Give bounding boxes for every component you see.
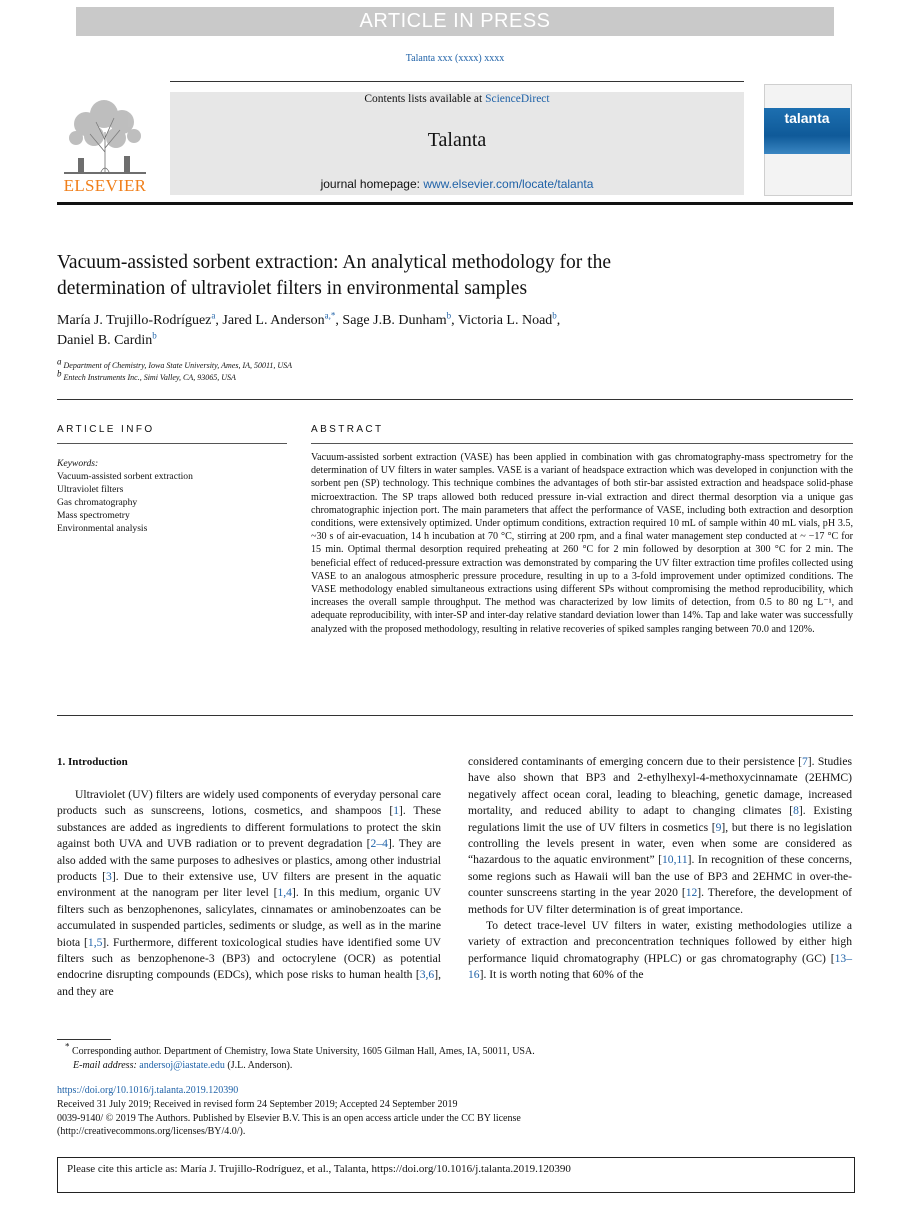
author: María J. Trujillo-Rodríguez$^a$, <box>57 310 223 328</box>
intro-paragraph-2: To detect trace-level UV filters in water, existing methodologies utilize a variety of extraction and preconcentration techniques followed by either high performance liquid chromatography (HPLC) or gas chromatography (GC) [13–16]. It is worth noting that 60% of the <box>468 919 852 982</box>
keyword-item: Ultraviolet filters <box>57 484 124 495</box>
affiliations <box>57 356 293 384</box>
article-title: Vacuum-assisted sorbent extraction: An analytical methodology for the determination of ultraviolet filters in environmental samples <box>57 252 611 299</box>
journal-cover-title: talanta <box>784 110 830 126</box>
keyword-item: Mass spectrometry <box>57 510 130 521</box>
citation-ref-link[interactable]: 1,5 <box>87 935 103 949</box>
doi-link[interactable]: https://doi.org/10.1016/j.talanta.2019.120390 <box>57 1085 239 1096</box>
info-head-rule <box>57 443 287 444</box>
abstract-head-rule <box>311 443 853 444</box>
citation-ref-link[interactable]: 9 <box>715 820 722 834</box>
author-email-link[interactable]: andersoj@iastate.edu <box>139 1060 225 1071</box>
doi-and-dates-block <box>57 1084 521 1139</box>
article-info-heading: ARTICLE INFO <box>57 424 155 435</box>
article-in-press-banner: ARTICLE IN PRESS <box>76 7 834 36</box>
citation-ref-link[interactable]: 7 <box>801 755 808 768</box>
affiliation-mark[interactable]: b <box>552 310 557 321</box>
elsevier-wordmark: ELSEVIER <box>63 176 147 195</box>
citation-text: Please cite this article as: María J. Trujillo-Rodríguez, et al., Talanta, https://doi.org/10.1016/j.talanta.2019.120390 <box>67 1163 571 1175</box>
affiliation-mark[interactable]: b <box>152 330 157 341</box>
author: Jared L. Anderson$^{a,*}$, <box>222 310 343 328</box>
journal-homepage-line: journal homepage: www.elsevier.com/locate/talanta <box>320 177 594 191</box>
citation-ref-link[interactable]: 10,11 <box>661 853 688 867</box>
abstract-text: Vacuum-assisted sorbent extraction (VASE) has been applied in combination with gas chromatography-mass spectrometry for the determination of UV filters in water samples. VASE is a variant of headspace extraction which was developed in conjunction with the sorbent pen (SP) technology. This technique combines the advantages of both stir-bar assisted extraction and headspace solid-phase microextraction. The SP traps allowed both reduced pressure in-vial extraction and direct thermal desorption via a unique gas chromatographic injection port. The main parameters that affect the performance of VASE, including both extraction and desorption conditions, were extensively optimized. Under optimum conditions, extraction required 10 mL of sample within 40 mL vials, pH 3.5, ~30 s of air-evacuation, 14 h incubation at 70 °C, stirring at 200 rpm, and a final water management step conducted at ~ −17 °C for 15 min. Optimal thermal desorption required preheating at 260 °C for 2 min followed by desorption at 300 °C for 2 min. The beneficial effect of reduced-pressure extraction was demonstrated by comparing the UV filter extraction time profiles collected using VASE to an analogous atmospheric pressure procedure, resulting in up to a 3-fold improvement under optimized conditions. The VASE methodology enabled simultaneous extractions using different SPs without compromising the method reproducibility, which increases the overall sample throughput. The method was characterized by low limits of detection, from 0.5 to 80 ng L⁻¹, and adequate reproducibility, with inter-SP and inter-day relative standard deviation lower than 14%. Tap and lake water was successfully analyzed with the proposed methodology, resulting in relative recoveries of spiked samples ranging between 70.0 and 120%. <box>311 452 853 635</box>
citation-ref-link[interactable]: 13–16 <box>468 951 852 982</box>
corresponding-author-footnote: * Corresponding author. Department of Chemistry, Iowa State University, 1605 Gilman Hall, Ames, IA, 50011, USA. E-mail address: andersoj@iastate.edu (J.L. Anderson). <box>65 1041 535 1071</box>
received-dates: Received 31 July 2019; Received in revised form 24 September 2019; Accepted 24 September 2019 <box>57 1098 458 1110</box>
keyword-item: Environmental analysis <box>57 523 148 534</box>
sciencedirect-link[interactable]: ScienceDirect <box>485 93 550 105</box>
author-list <box>57 311 817 351</box>
header-top-rule <box>170 81 744 82</box>
citation-ref-link[interactable]: 8 <box>793 804 799 818</box>
citation-ref-link[interactable]: 3 <box>106 870 112 884</box>
keyword-item: Gas chromatography <box>57 497 138 508</box>
citation-ref-link[interactable]: 1,4 <box>277 886 292 900</box>
body-column-left <box>57 787 441 1000</box>
journal-name: Talanta <box>427 129 487 151</box>
affiliation-mark[interactable]: a,* <box>324 310 336 321</box>
affiliation-mark[interactable]: a <box>211 310 216 321</box>
keywords-label: Keywords: <box>57 458 99 469</box>
citation-ref-link[interactable]: 12 <box>685 886 698 900</box>
keywords-block <box>57 457 287 535</box>
footnote-rule <box>57 1039 111 1040</box>
citation-ref-link[interactable]: 3,6 <box>419 968 435 982</box>
affiliation-item: $^a$ Department of Chemistry, Iowa State University, Ames, IA, 50011, USA <box>57 356 293 370</box>
author: Daniel B. Cardin$^b$ <box>57 330 157 348</box>
affiliation-mark[interactable]: b <box>446 310 452 321</box>
body-column-right <box>468 754 852 984</box>
citation-ref-link[interactable]: 2–4 <box>370 837 388 851</box>
abstract-bottom-rule <box>57 715 853 716</box>
author: Victoria L. Noad$^b$, <box>457 310 561 328</box>
contents-available-line: Contents lists available at ScienceDirect <box>364 93 550 105</box>
journal-homepage-link[interactable]: www.elsevier.com/locate/talanta <box>423 177 594 191</box>
intro-paragraph-1: Ultraviolet (UV) filters are widely used components of everyday personal care products such as sunscreens, lotions, cosmetics, and shampoos [1]. These substances are added as ingredients to different formulations to protect the skin against both UVA and UVB radiation or to prevent degradation [2–4]. They are also added with the same purposes to adhesives or plastics, among other industrial products [3]. Due to their extensive use, UV filters are present in the aquatic environment at the nanogram per liter level [1,4]. In this medium, organic UV filters such as benzophenones, salicylates, cinnamates or aminobenzoates can be accumulated in suspended particles, sediments or sludge, as well as in the marine biota [1,5]. Furthermore, different toxicological studies have identified some UV filters such as benzophenone-3 (BP3) and octocrylene (OCR) as potential endocrine disrupting compounds (EDCs), which pose risks to human health [3,6], and they are <box>57 788 442 998</box>
keyword-item: Vacuum-assisted sorbent extraction <box>57 471 193 482</box>
info-top-rule <box>57 399 853 400</box>
author: Sage J.B. Dunham$^b$, <box>342 310 458 328</box>
abstract-heading: ABSTRACT <box>311 424 384 435</box>
journal-reference-link[interactable]: Talanta xxx (xxxx) xxxx <box>405 53 505 64</box>
license-url: (http://creativecommons.org/licenses/BY/4.0/). <box>57 1126 246 1138</box>
header-bottom-rule <box>57 202 853 205</box>
license-line: 0039-9140/ © 2019 The Authors. Published by Elsevier B.V. This is an open access article under the CC BY license <box>57 1112 521 1124</box>
citation-ref-link[interactable]: 1 <box>393 804 399 818</box>
intro-paragraph-1-continued: considered contaminants of emerging concern due to their persistence [7]. Studies have also shown that BP3 and 2-ethylhexyl-4-methoxycinnamate (2EHMC) negatively affect ocean coral, leading to bleaching, genetic damage, increased mortality, and reduced ability to adapt to changing climates [8]. Existing regulations limit the use of UV filters in cosmetics [9], but there is no legislation controlling the levels present in water, even when some are considered as “hazardous to the aquatic environment” [10,11]. In recognition of these concerns, some regions such as Hawaii will ban the use of BP3 and 2EHMC in over-the-counter sunscreens starting in the year 2020 [12]. Therefore, the development of methods for UV filter determination is of great importance. <box>468 755 852 916</box>
introduction-heading: 1. Introduction <box>57 756 128 768</box>
affiliation-item: $^b$ Entech Instruments Inc., Simi Valley, CA, 93065, USA <box>57 368 236 382</box>
